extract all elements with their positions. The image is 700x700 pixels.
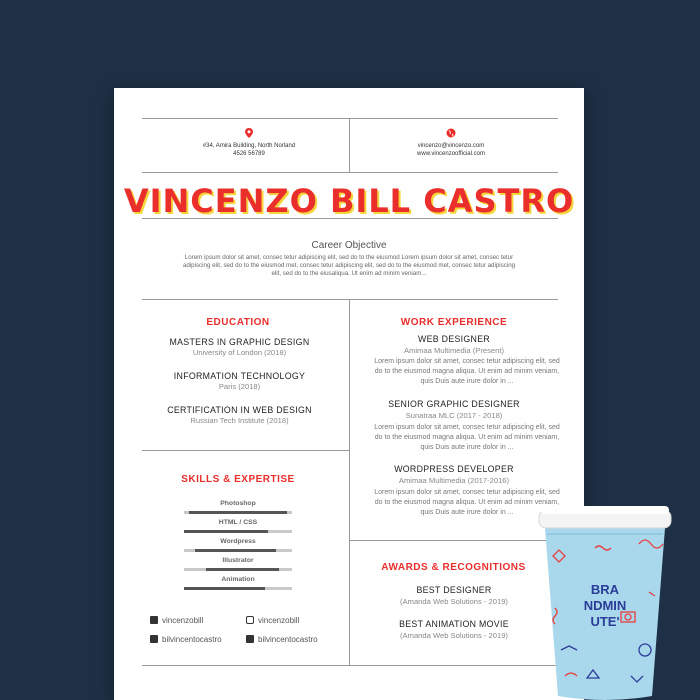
skill-bar xyxy=(184,568,292,571)
education-degree: MASTERS IN GRAPHIC DESIGN xyxy=(169,337,310,347)
education-degree: INFORMATION TECHNOLOGY xyxy=(173,371,306,381)
skill-bar-fill xyxy=(189,511,286,514)
skill-bar xyxy=(184,511,292,514)
behance-icon xyxy=(246,635,254,643)
work-company: Amimaa Multimedia (Present) xyxy=(403,346,504,355)
globe-icon xyxy=(446,128,456,138)
work-role: WEB DESIGNER xyxy=(417,334,491,344)
skill-bar-fill xyxy=(184,530,268,533)
behance-text: bilvincentocastro xyxy=(258,635,318,644)
address-line: #34, Amira Building, North Norland xyxy=(202,143,296,149)
cup-logo-line: UTE' xyxy=(590,614,620,629)
award-org: (Amanda Web Solutions - 2019) xyxy=(400,597,508,606)
divider xyxy=(142,665,558,666)
skill-label: Illustrator xyxy=(222,557,254,564)
person-name: VINCENZO BILL CASTRO xyxy=(123,182,575,220)
divider xyxy=(349,299,350,665)
facebook-text: vincenzobill xyxy=(162,616,204,625)
work-description: Lorem ipsum dolor sit amet, consec tetur adipiscing elit, sed do to the eiusmod magna aliqua. Ut enim ad minim veniam, quis Duis aute irure dolor in ... xyxy=(374,489,560,516)
award-org: (Amanda Web Solutions - 2019) xyxy=(400,631,508,640)
work-role: WORDPRESS DEVELOPER xyxy=(394,464,514,474)
career-objective-text: Lorem ipsum dolor sit amet, consec tetur adipiscing elit, sed do to the eiusmod Lorem ipsum dolor sit amet, consec tetur adipiscing elit, sed do to the eiusmod met, consec tetur adipiscing elit, sed do to the eiusmod met, consec tetur adipiscing elit, sed do to the eiusaliqua. Ut enim ad minim veniam... xyxy=(182,254,516,277)
instagram-icon xyxy=(246,616,254,624)
education-school: University of London (2018) xyxy=(192,348,287,357)
behance-handle[interactable] xyxy=(246,635,318,644)
skill-bar xyxy=(184,549,292,552)
resume-page xyxy=(114,88,584,700)
skill-label: HTML / CSS xyxy=(218,519,258,526)
skill-bar-fill xyxy=(184,587,265,590)
instagram-handle[interactable] xyxy=(246,616,299,625)
education-school: Russian Tech Institute (2018) xyxy=(190,416,289,425)
skill-bar-fill xyxy=(195,549,276,552)
divider xyxy=(349,118,350,172)
divider xyxy=(142,118,558,119)
address-phone: 4526 56789 xyxy=(233,151,265,157)
instagram-text: vincenzobill xyxy=(258,616,300,625)
facebook-icon xyxy=(150,616,158,624)
education-degree: CERTIFICATION IN WEB DESIGN xyxy=(167,405,312,415)
work-company: Sunatraa MLC (2017 - 2018) xyxy=(405,411,503,420)
skills-title: SKILLS & EXPERTISE xyxy=(181,474,295,485)
skill-bar-fill xyxy=(206,568,279,571)
education-school: Paris (2018) xyxy=(218,382,261,391)
linkedin-icon xyxy=(150,635,158,643)
facebook-handle[interactable] xyxy=(150,616,203,625)
work-company: Amimaa Multimedia (2017-2016) xyxy=(398,476,510,485)
award-name: BEST DESIGNER xyxy=(416,585,492,595)
education-title: EDUCATION xyxy=(206,317,270,328)
email-text: vincenzo@vincenzo.com xyxy=(417,143,485,149)
divider xyxy=(142,450,349,451)
work-description: Lorem ipsum dolor sit amet, consec tetur adipiscing elit, sed do to the eiusmod magna aliqua. Ut enim ad minim veniam, quis Duis aute irure dolor in ... xyxy=(374,424,560,451)
divider xyxy=(142,299,558,300)
coffee-cup-image xyxy=(535,500,675,700)
cup-logo-line: NDMIN xyxy=(583,598,627,613)
work-role: SENIOR GRAPHIC DESIGNER xyxy=(388,399,520,409)
skill-label: Wordpress xyxy=(220,538,256,545)
divider xyxy=(349,540,558,541)
divider xyxy=(142,172,558,173)
career-objective-title: Career Objective xyxy=(311,240,387,251)
skill-bar xyxy=(184,587,292,590)
award-name: BEST ANIMATION MOVIE xyxy=(399,619,509,629)
linkedin-text: bilvincentocastro xyxy=(162,635,222,644)
skill-label: Animation xyxy=(221,576,255,583)
location-pin-icon xyxy=(244,128,254,138)
skill-bar xyxy=(184,530,292,533)
awards-title: AWARDS & RECOGNITIONS xyxy=(381,562,526,573)
linkedin-handle[interactable] xyxy=(150,635,222,644)
contact-web xyxy=(351,128,551,158)
contact-address xyxy=(149,128,349,158)
work-description: Lorem ipsum dolor sit amet, consec tetur adipiscing elit, sed do to the eiusmod magna aliqua. Ut enim ad minim veniam, quis Duis aute irure dolor in ... xyxy=(374,358,560,385)
website-text: www.vincenzoofficial.com xyxy=(417,151,485,157)
work-experience-title: WORK EXPERIENCE xyxy=(400,317,508,328)
skill-label: Photoshop xyxy=(220,500,256,507)
cup-logo-line: BRA xyxy=(590,582,620,597)
